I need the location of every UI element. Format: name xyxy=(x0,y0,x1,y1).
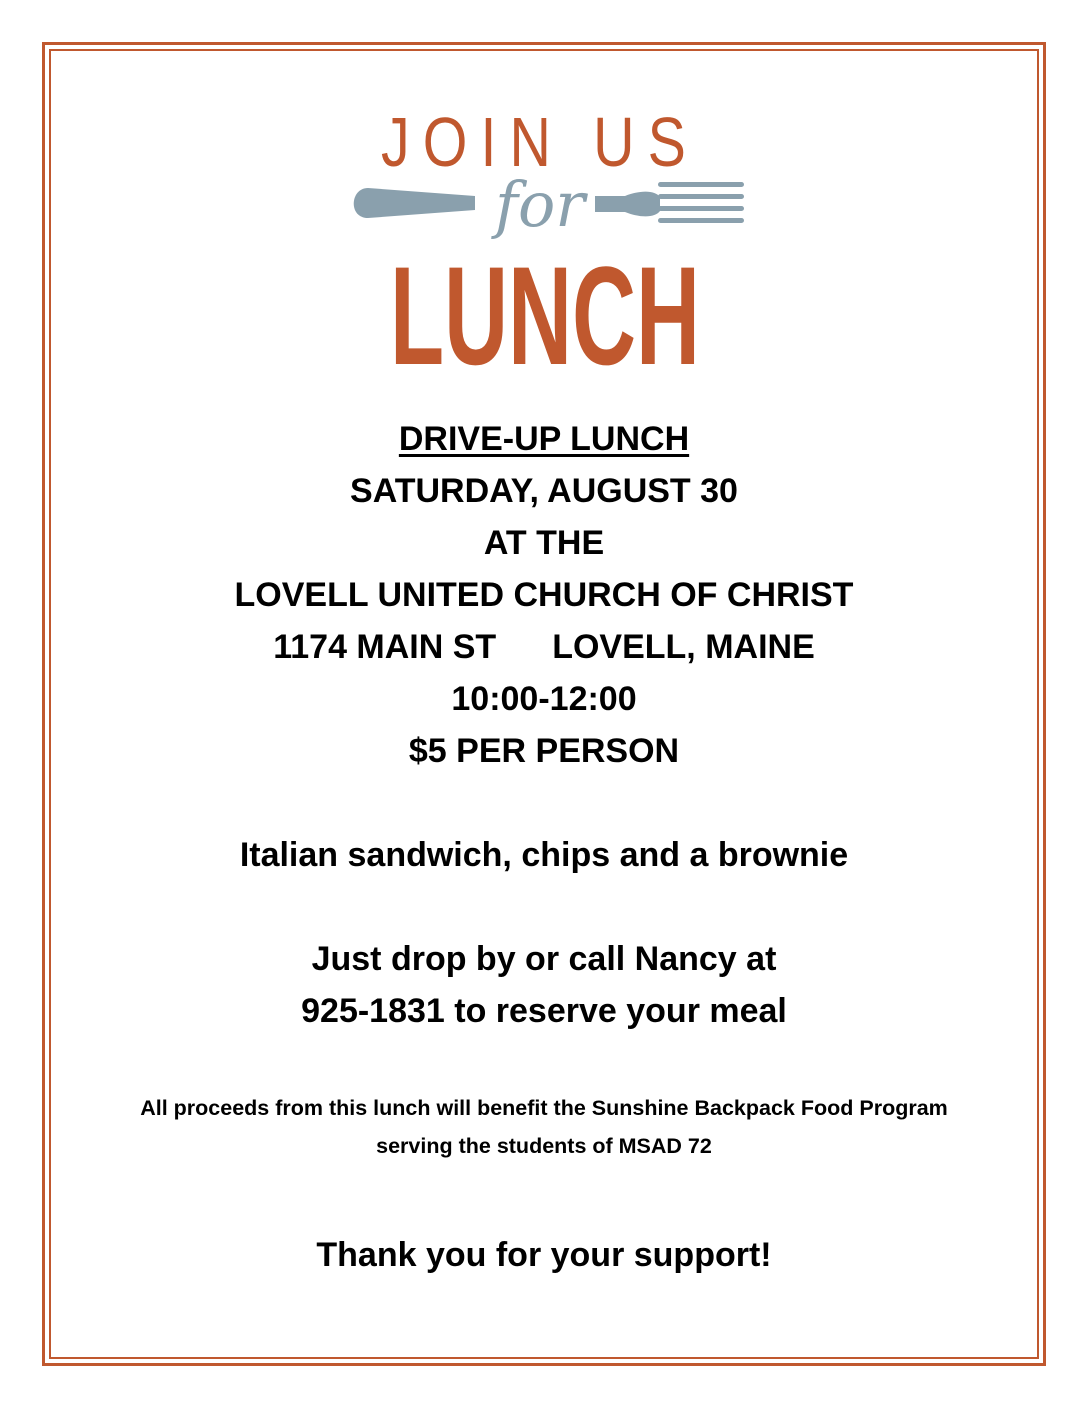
event-time: 10:00-12:00 xyxy=(451,680,637,718)
thank-you-message: Thank you for your support! xyxy=(316,1236,772,1274)
join-us-for-lunch-logo xyxy=(340,96,760,394)
event-price: $5 PER PERSON xyxy=(408,732,680,770)
fork-tine-3 xyxy=(658,206,744,211)
event-heading: DRIVE-UP LUNCH xyxy=(398,420,690,458)
fork-tine-2 xyxy=(658,194,744,199)
event-venue: LOVELL UNITED CHURCH OF CHRIST xyxy=(234,576,854,614)
reserve-line-2: 925-1831 to reserve your meal xyxy=(301,992,787,1030)
event-street: 1174 MAIN ST xyxy=(273,628,497,666)
logo-join-us-text: JOIN US xyxy=(381,103,699,181)
event-at: AT THE xyxy=(483,524,605,562)
event-address xyxy=(0,628,1088,667)
fork-handle xyxy=(354,188,475,218)
fork-tine-1 xyxy=(658,182,744,187)
logo-for-text: for xyxy=(495,168,585,241)
reserve-line-1: Just drop by or call Nancy at xyxy=(311,940,777,978)
proceeds-line-2: serving the students of MSAD 72 xyxy=(376,1134,712,1158)
fork-tine-4 xyxy=(658,218,744,223)
logo-lunch-text: LUNCH xyxy=(390,237,700,394)
event-date: SATURDAY, AUGUST 30 xyxy=(350,472,738,510)
fork-neck xyxy=(595,192,660,217)
event-town: LOVELL, MAINE xyxy=(552,628,815,666)
proceeds-line-1: All proceeds from this lunch will benefit the Sunshine Backpack Food Program xyxy=(140,1096,948,1120)
menu-description: Italian sandwich, chips and a brownie xyxy=(239,836,849,874)
